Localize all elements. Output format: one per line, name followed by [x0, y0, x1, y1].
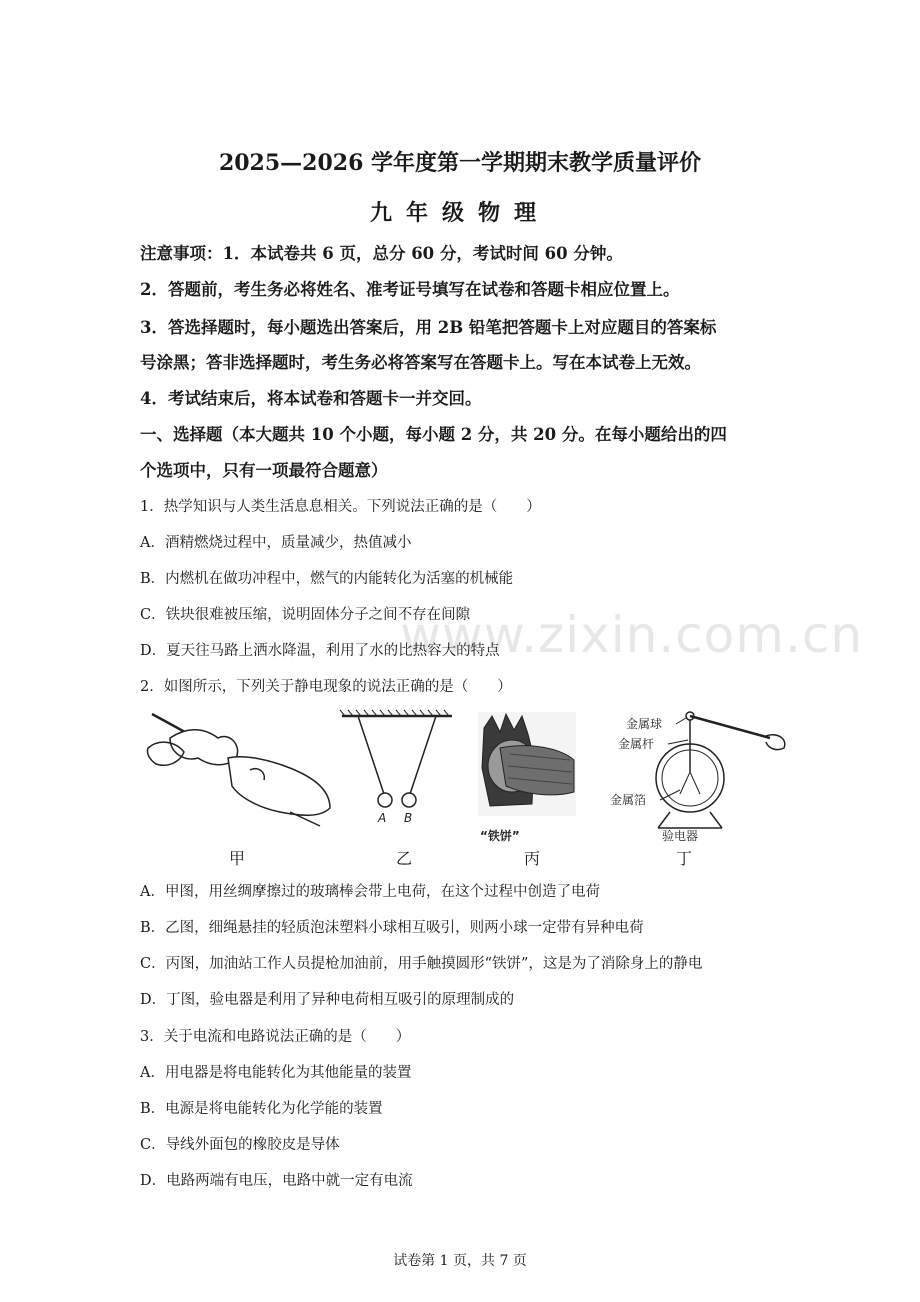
- section-heading-line-1: 一、选择题（本大题共 10 个小题，每小题 2 分，共 20 分。在每小题给出的四: [140, 425, 727, 444]
- note-line-2: 2．答题前，考生务必将姓名、准考证号填写在试卷和答题卡相应位置上。: [140, 280, 680, 299]
- q1-option-b: B．内燃机在做功冲程中，燃气的内能转化为活塞的机械能: [140, 571, 514, 587]
- figure-yi-hanging-balls: [340, 710, 452, 807]
- q2-figure: [140, 708, 790, 868]
- note-line-5: 4．考试结束后，将本试卷和答题卡一并交回。: [140, 389, 482, 408]
- figure-bing-iron-cake: [478, 712, 576, 816]
- figure-jia-glass-rod: [147, 714, 330, 826]
- page-footer: 试卷第 1 页，共 7 页: [393, 1253, 527, 1269]
- note-line-4: 号涂黑；答非选择题时，考生务必将答案写在答题卡上。写在本试卷上无效。: [140, 353, 701, 372]
- q3-option-c: C．导线外面包的橡胶皮是导体: [140, 1137, 340, 1153]
- q3-stem: 3．关于电流和电路说法正确的是（ ）: [140, 1029, 411, 1045]
- q2-option-c: C．丙图，加油站工作人员提枪加油前，用手触摸圆形“铁饼”，这是为了消除身上的静电: [140, 956, 703, 972]
- q2-stem: 2．如图所示，下列关于静电现象的说法正确的是（ ）: [140, 679, 512, 695]
- watermark: www.zixin.com.cn: [400, 606, 864, 664]
- q3-option-b: B．电源是将电能转化为化学能的装置: [140, 1101, 383, 1117]
- note-line-1: 注意事项：1．本试卷共 6 页，总分 60 分，考试时间 60 分钟。: [140, 244, 623, 263]
- figure-caption-bing: 丙: [524, 849, 541, 868]
- ball-a-label: A: [378, 811, 387, 825]
- q1-option-a: A．酒精燃烧过程中，质量减少，热值减小: [140, 535, 412, 551]
- q2-option-d: D．丁图，验电器是利用了异种电荷相互吸引的原理制成的: [140, 992, 515, 1008]
- exam-title: 2025—2026 学年度第一学期期末教学质量评价: [218, 150, 702, 176]
- electroscope-label: 验电器: [662, 829, 699, 843]
- metal-foil-label: 金属箔: [610, 793, 647, 807]
- metal-rod-label: 金属杆: [618, 737, 655, 751]
- q1-option-c: C．铁块很难被压缩，说明固体分子之间不存在间隙: [140, 607, 471, 623]
- figure-caption-ding: 丁: [676, 849, 693, 868]
- exam-subtitle: 九年级物理: [369, 200, 550, 226]
- iron-cake-label: “铁饼”: [480, 829, 520, 843]
- q3-option-d: D．电路两端有电压，电路中就一定有电流: [140, 1173, 413, 1189]
- section-heading-line-2: 个选项中，只有一项最符合题意）: [140, 461, 388, 480]
- ball-b-label: B: [404, 811, 413, 825]
- q1-option-d: D．夏天往马路上洒水降温，利用了水的比热容大的特点: [140, 643, 500, 659]
- figure-caption-yi: 乙: [396, 849, 413, 868]
- note-line-3: 3．答选择题时，每小题选出答案后，用 2B 铅笔把答题卡上对应题目的答案标: [140, 318, 717, 337]
- figure-caption-jia: 甲: [229, 849, 246, 868]
- q3-option-a: A．用电器是将电能转化为其他能量的装置: [140, 1065, 412, 1081]
- q2-option-b: B．乙图，细绳悬挂的轻质泡沫塑料小球相互吸引，则两小球一定带有异种电荷: [140, 920, 644, 936]
- metal-ball-label: 金属球: [626, 717, 663, 731]
- q2-option-a: A．甲图，用丝绸摩擦过的玻璃棒会带上电荷，在这个过程中创造了电荷: [140, 884, 600, 900]
- figure-ding-electroscope: [656, 712, 785, 828]
- q1-stem: 1．热学知识与人类生活息息相关。下列说法正确的是（ ）: [140, 499, 541, 515]
